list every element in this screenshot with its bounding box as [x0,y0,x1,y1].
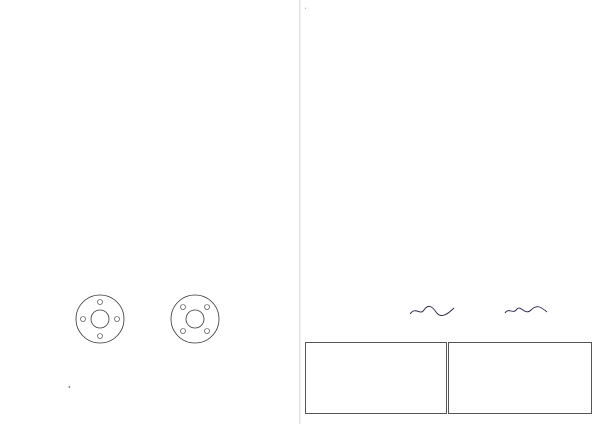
page-fold [299,0,301,424]
side-note [1,60,7,420]
continue-note: ➜ [68,385,71,389]
umbau-stamp-box [305,342,447,414]
dra-wheel-icon [73,292,127,346]
dtc-logo [203,4,259,22]
right-page [303,0,595,424]
zulassung-stamp-box [448,342,592,414]
intro-paragraph: • [305,6,307,10]
dstb-wheel-icon [168,292,222,346]
left-page [8,0,298,424]
signature1-scribble [408,304,458,318]
signature2-scribble [503,304,549,318]
